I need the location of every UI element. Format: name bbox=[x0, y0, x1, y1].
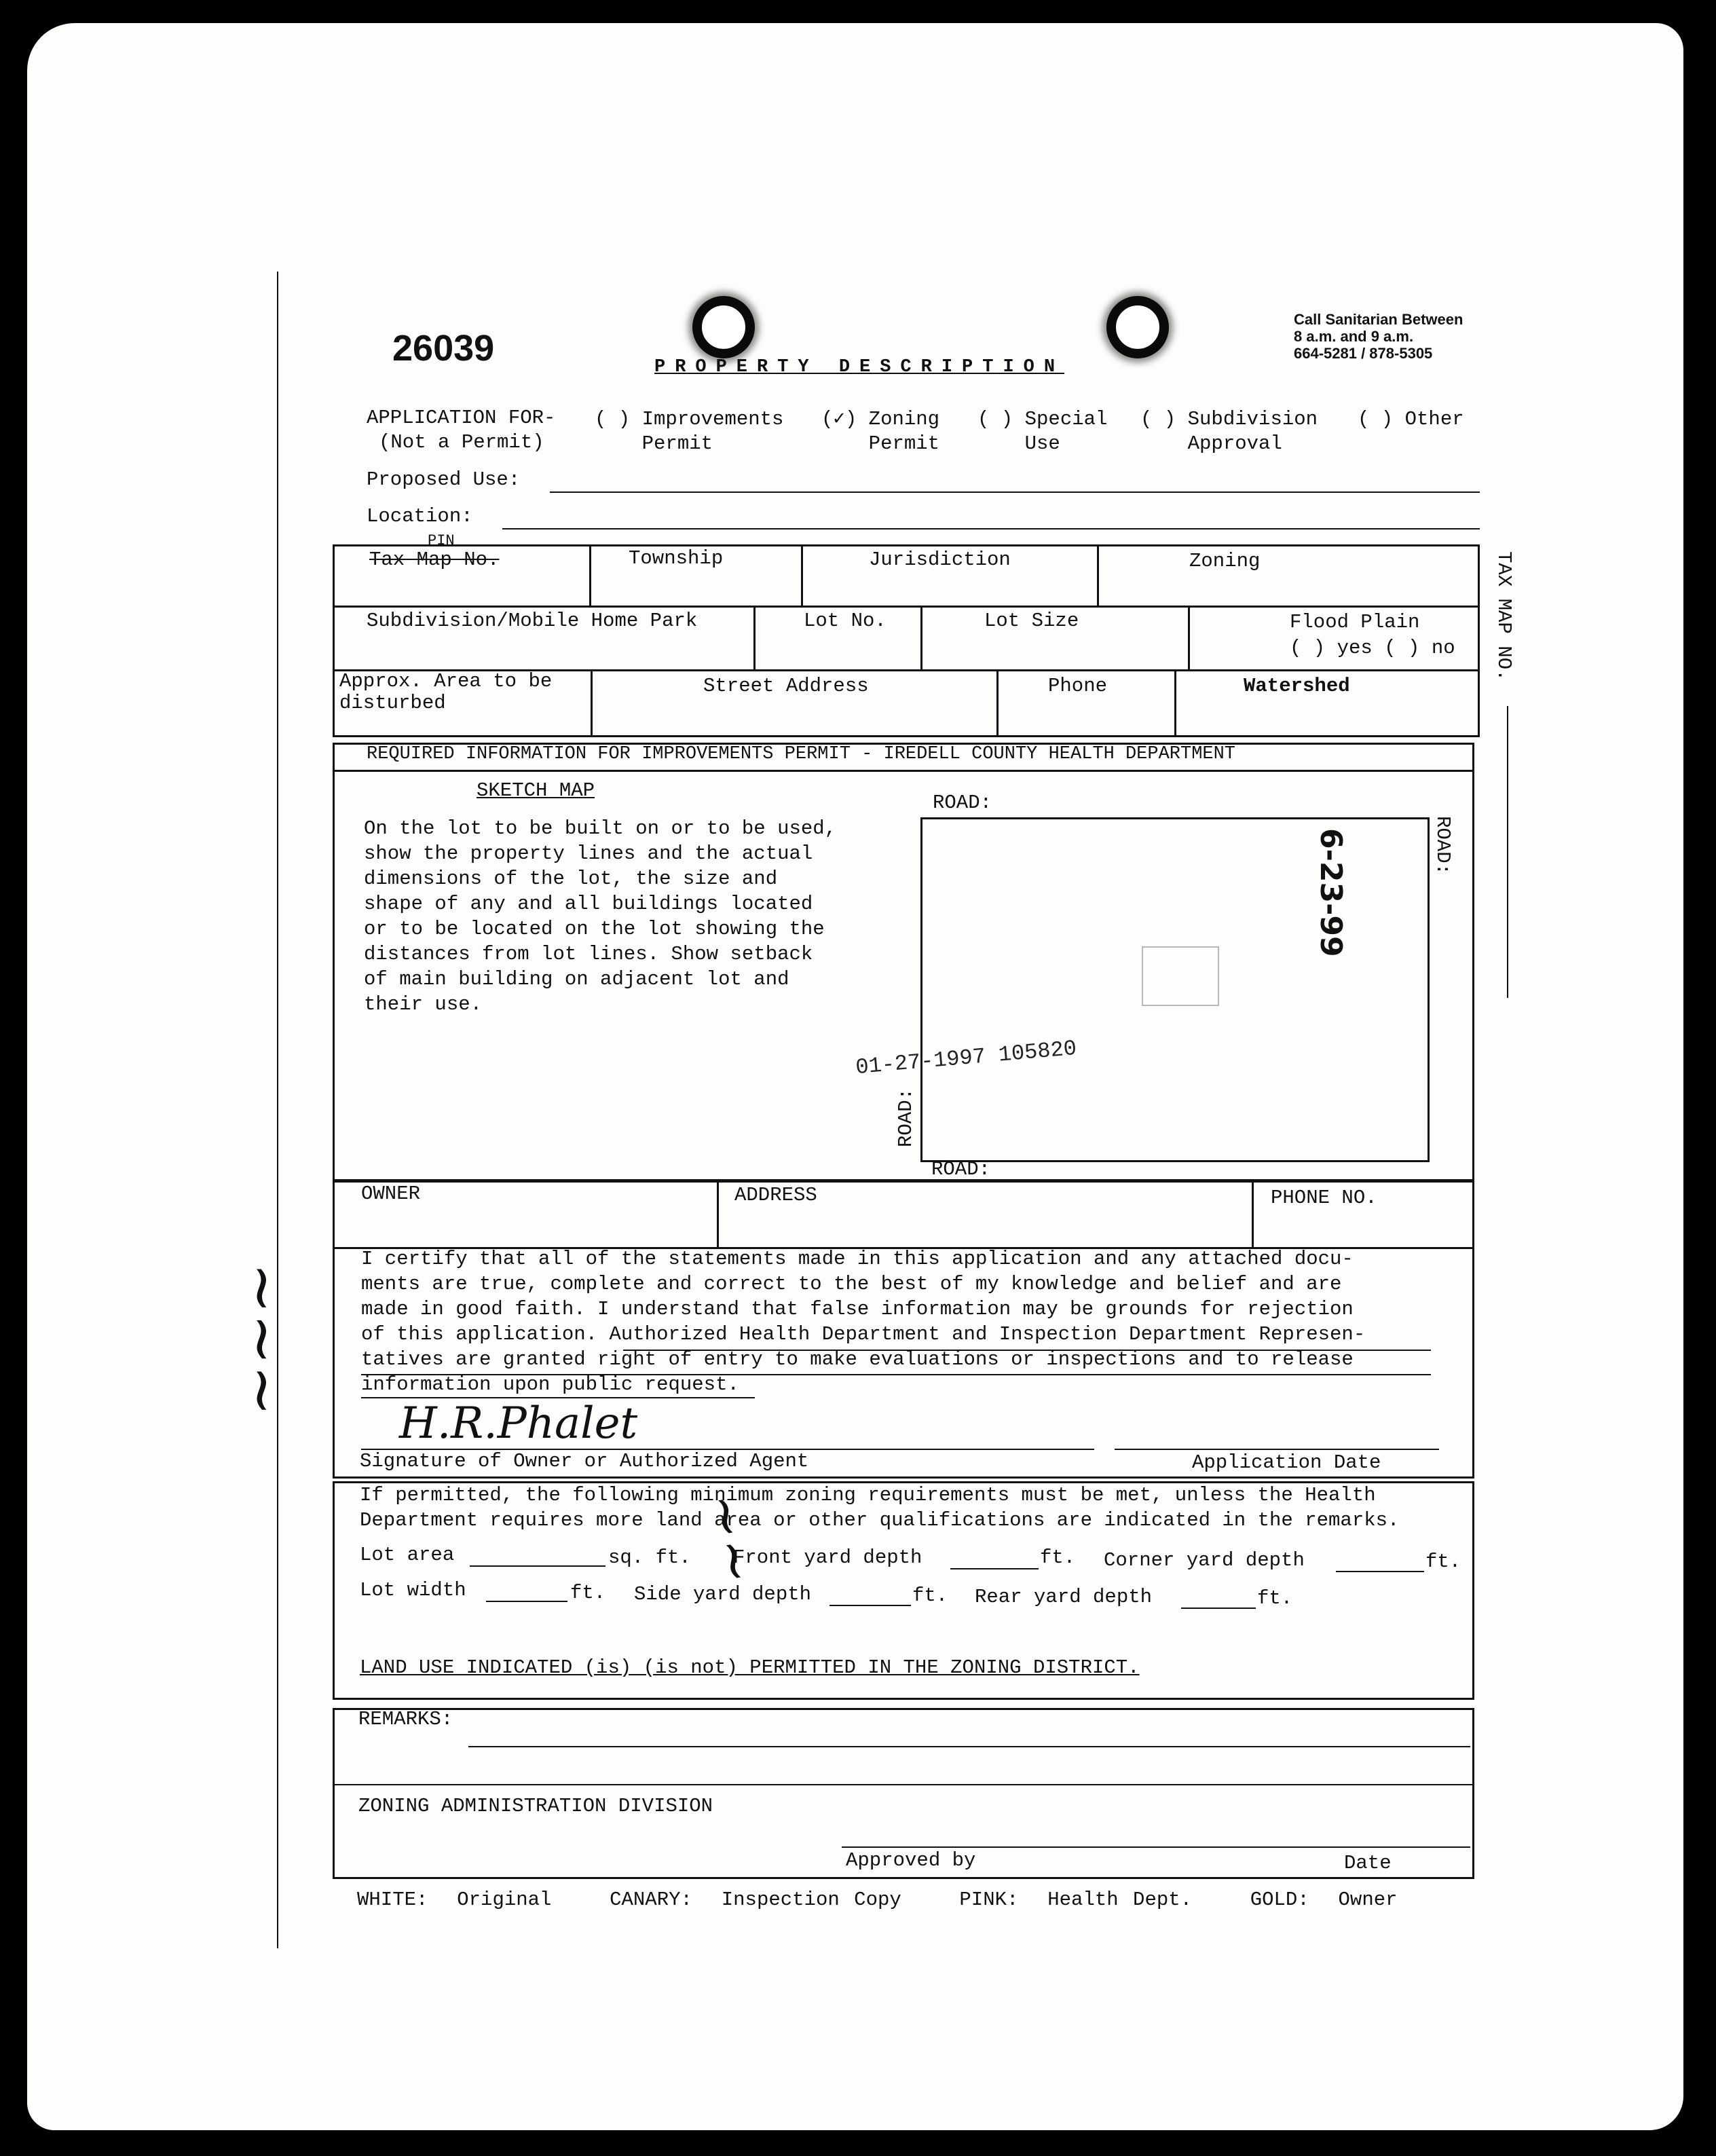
tax-map-side-line bbox=[1507, 706, 1508, 998]
flood-plain-label: Flood Plain bbox=[1290, 611, 1420, 633]
address-label: ADDRESS bbox=[734, 1184, 817, 1206]
side-yard-label: Side yard depth bbox=[634, 1583, 812, 1605]
remarks-line[interactable] bbox=[468, 1746, 1470, 1747]
township-label: Township bbox=[629, 547, 724, 570]
phone-no-label: PHONE NO. bbox=[1271, 1187, 1377, 1209]
subdivision-label: Subdivision/Mobile Home Park bbox=[367, 610, 698, 632]
side-yard-field[interactable] bbox=[829, 1605, 911, 1606]
owner-divider bbox=[717, 1181, 719, 1249]
ft-label: ft. bbox=[1040, 1546, 1076, 1569]
corner-yard-field[interactable] bbox=[1336, 1571, 1424, 1572]
rear-yard-label: Rear yard depth bbox=[975, 1586, 1153, 1608]
zoning-division-label: ZONING ADMINISTRATION DIVISION bbox=[358, 1795, 713, 1817]
option-zoning-permit[interactable]: (✓) Zoning Permit bbox=[821, 408, 940, 455]
grid-divider bbox=[589, 544, 591, 606]
proposed-use-label: Proposed Use: bbox=[367, 468, 521, 491]
approx-area-label: Approx. Area to be disturbed bbox=[339, 670, 553, 714]
grid-divider bbox=[1188, 606, 1190, 669]
lot-width-label: Lot width bbox=[360, 1579, 466, 1601]
street-address-label: Street Address bbox=[703, 675, 869, 697]
remarks-label: REMARKS: bbox=[358, 1708, 453, 1730]
date-label: Date bbox=[1344, 1852, 1392, 1874]
grid-divider bbox=[333, 606, 1480, 608]
land-use-statement: LAND USE INDICATED (is) (is not) PERMITTED IN THE ZONING DISTRICT. bbox=[360, 1656, 1140, 1679]
grid-divider bbox=[1174, 669, 1176, 737]
owner-signature-icon: H.R.Phalet bbox=[399, 1398, 638, 1449]
road-top-label: ROAD: bbox=[933, 792, 992, 814]
location-label: Location: bbox=[367, 505, 473, 527]
underline bbox=[623, 1350, 1431, 1351]
sanitarian-note: Call Sanitarian Between 8 a.m. and 9 a.m. 664-5281 / 878-5305 bbox=[1294, 311, 1463, 362]
required-header: REQUIRED INFORMATION FOR IMPROVEMENTS PERMIT - IREDELL COUNTY HEALTH DEPARTMENT bbox=[367, 744, 1236, 764]
approval-line[interactable] bbox=[842, 1846, 1470, 1848]
jurisdiction-label: Jurisdiction bbox=[869, 549, 1011, 571]
required-header-divider bbox=[333, 770, 1474, 772]
front-yard-field[interactable] bbox=[950, 1568, 1039, 1569]
punch-hole-icon bbox=[1106, 296, 1169, 358]
option-special-use[interactable]: ( ) Special Use bbox=[977, 408, 1108, 455]
watershed-label: Watershed bbox=[1244, 675, 1350, 697]
tax-map-side-label: TAX MAP NO. bbox=[1493, 551, 1515, 682]
option-improvements-permit[interactable]: ( ) Improvements Permit bbox=[595, 408, 784, 455]
road-right-label: ROAD: bbox=[1432, 816, 1454, 876]
road-left-label: ROAD: bbox=[895, 1088, 917, 1147]
handwriting-mark-icon: ~~ bbox=[692, 1488, 770, 1589]
sqft-label: sq. ft. bbox=[608, 1546, 691, 1569]
copy-distribution: WHITE: Original CANARY: Inspection Copy PINK: Health Dept. GOLD: Owner bbox=[357, 1889, 1398, 1911]
application-date-line[interactable] bbox=[1115, 1449, 1439, 1450]
underline bbox=[361, 1374, 1431, 1375]
grid-divider bbox=[1097, 544, 1099, 606]
ft-label: ft. bbox=[1425, 1550, 1461, 1573]
road-bottom-label: ROAD: bbox=[931, 1158, 991, 1181]
application-date-label: Application Date bbox=[1192, 1451, 1381, 1474]
zoning-label: Zoning bbox=[1189, 550, 1261, 572]
ft-label: ft. bbox=[570, 1582, 606, 1604]
signature-label: Signature of Owner or Authorized Agent bbox=[360, 1450, 809, 1472]
tax-map-label: Tax Map No. bbox=[369, 549, 500, 571]
proposed-use-field[interactable] bbox=[550, 491, 1480, 493]
form-number: 26039 bbox=[392, 328, 495, 369]
lot-no-label: Lot No. bbox=[804, 610, 887, 632]
grid-divider bbox=[753, 606, 756, 669]
owner-divider bbox=[1252, 1181, 1254, 1249]
option-subdivision-approval[interactable]: ( ) Subdivision Approval bbox=[1140, 408, 1318, 455]
sketch-building-icon bbox=[1142, 946, 1219, 1006]
lot-area-label: Lot area bbox=[360, 1544, 455, 1566]
ft-label: ft. bbox=[912, 1584, 948, 1607]
form-left-edge bbox=[277, 272, 278, 1948]
punch-hole-icon bbox=[692, 296, 755, 358]
grid-divider bbox=[920, 606, 922, 669]
pin-label: PIN bbox=[428, 532, 455, 549]
application-for-label: APPLICATION FOR- (Not a Permit) bbox=[367, 407, 556, 453]
front-yard-label: Front yard depth bbox=[733, 1546, 922, 1569]
grid-divider bbox=[801, 544, 803, 606]
ft-label: ft. bbox=[1257, 1587, 1293, 1610]
sketch-map-title: SKETCH MAP bbox=[477, 779, 595, 802]
owner-label: OWNER bbox=[361, 1183, 421, 1205]
rear-yard-field[interactable] bbox=[1181, 1607, 1256, 1609]
date-stamp: 01-27-1997 105820 bbox=[855, 1035, 1078, 1081]
approved-by-label: Approved by bbox=[846, 1849, 976, 1872]
handwritten-date: 6-23-99 bbox=[1313, 828, 1348, 957]
phone-label: Phone bbox=[1048, 675, 1108, 697]
certification-text: I certify that all of the statements made in this application and any attached docu- ments are true, complete and correct to the best of my knowledge and belief and are made in good faith. I understand that false information may be grounds for rejection of this application. Authorized Health Department and Inspection Department Represen- tatives are granted right of entry to make evaluations or inspections and to release information upon public request. bbox=[361, 1248, 1366, 1396]
handwriting-mark-icon: ~~~ bbox=[227, 1263, 299, 1417]
lot-width-field[interactable] bbox=[486, 1601, 567, 1602]
option-other[interactable]: ( ) Other bbox=[1358, 408, 1464, 430]
grid-divider bbox=[996, 669, 999, 737]
flood-plain-options[interactable]: ( ) yes ( ) no bbox=[1290, 637, 1455, 659]
location-field[interactable] bbox=[502, 528, 1480, 529]
zoning-requirements-text: If permitted, the following minimum zoning requirements must be met, unless the Health Department requires more land area or other qualifications are indicated in the remarks. bbox=[360, 1484, 1400, 1531]
grid-divider bbox=[591, 669, 593, 737]
lot-area-field[interactable] bbox=[470, 1565, 605, 1567]
remarks-line[interactable] bbox=[333, 1784, 1474, 1785]
lot-size-label: Lot Size bbox=[984, 610, 1079, 632]
corner-yard-label: Corner yard depth bbox=[1104, 1549, 1305, 1572]
form-title: PROPERTY DESCRIPTION bbox=[654, 357, 1065, 377]
sketch-instructions: On the lot to be built on or to be used, show the property lines and the actual dimensions of the lot, the size and shape of any and all buildings located or to be located on the lot showing the distances from lot lines. Show setback of main building on adjacent lot and their use. bbox=[364, 817, 837, 1016]
